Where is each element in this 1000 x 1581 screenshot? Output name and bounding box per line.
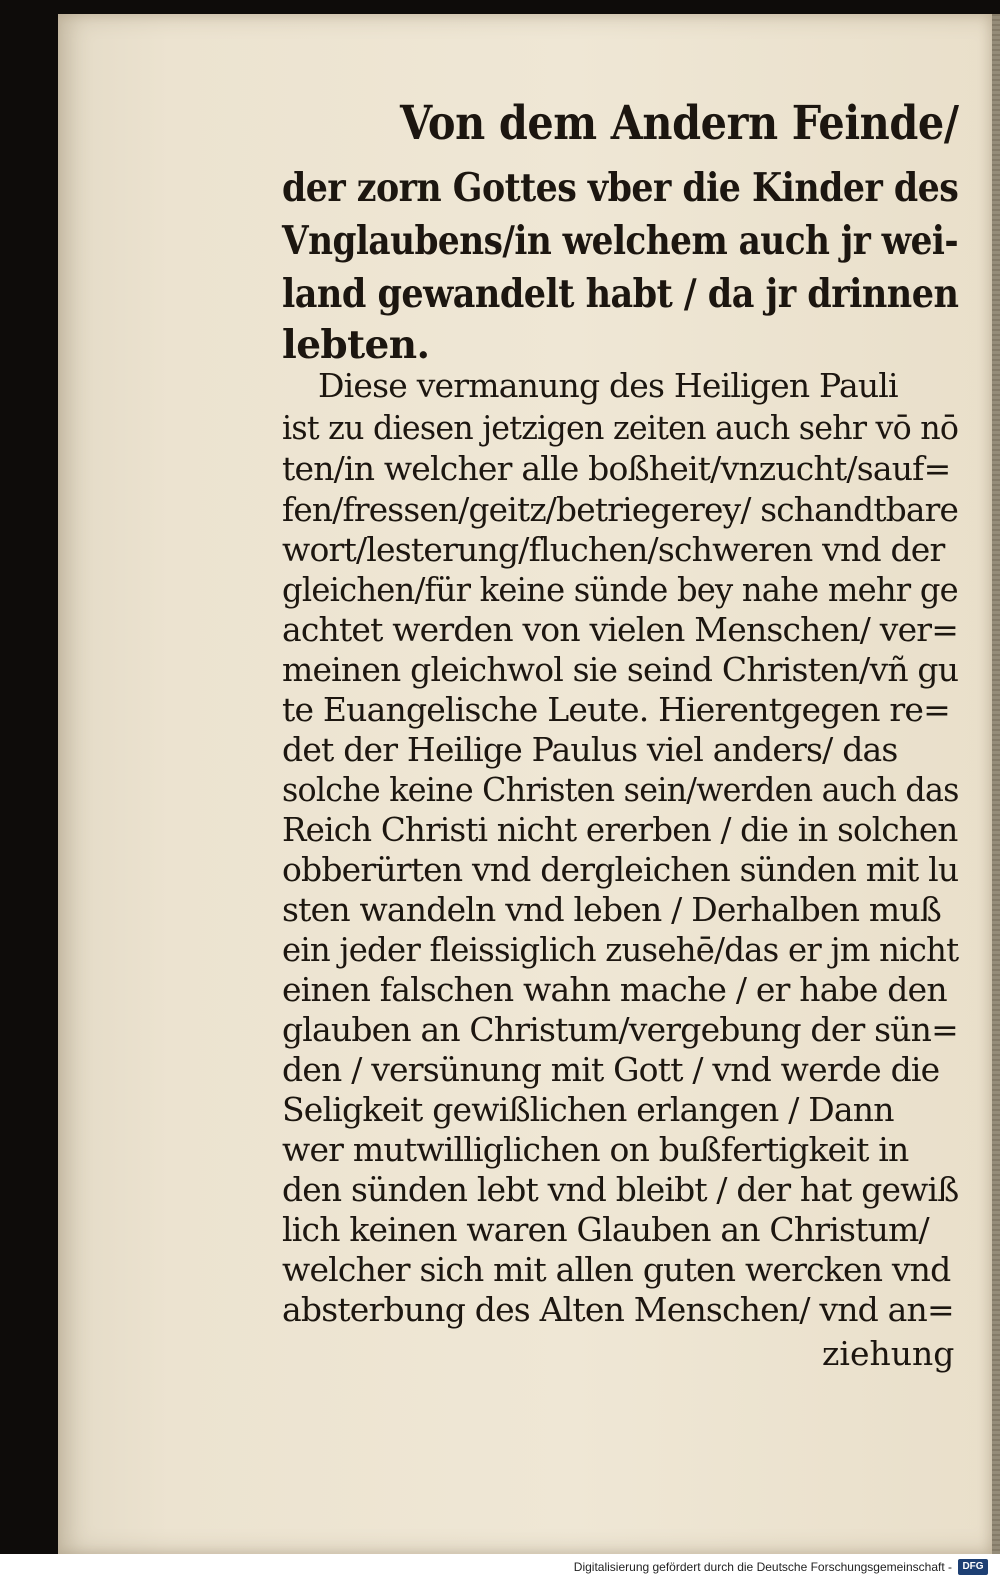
text-line: achtet werden von vielen Menschen/ ver= — [282, 610, 959, 649]
text-line: sten wandeln vnd leben / Derhalben muß — [282, 890, 942, 929]
text-line: ten/in welcher alle boßheit/vnzucht/sauf= — [282, 449, 951, 488]
text-line: te Euangelische Leute. Hierentgegen re= — [282, 690, 950, 729]
text-line: obberürten vnd dergleichen sünden mit lu — [282, 850, 959, 889]
text-line: Seligkeit gewißlichen erlangen / Dann — [282, 1090, 894, 1129]
page-heading: Von dem Andern Feinde/ — [400, 96, 959, 151]
text-line: den / versünung mit Gott / vnd werde die — [282, 1050, 940, 1089]
text-line: ein jeder fleissiglich zusehē/das er jm nicht — [282, 930, 959, 969]
text-line: einen falschen wahn mache / er habe den — [282, 970, 947, 1009]
text-line: Reich Christi nicht ererben / die in solchen — [282, 810, 958, 849]
catchword: ziehung — [822, 1334, 955, 1373]
text-line: det der Heilige Paulus viel anders/ das — [282, 730, 898, 769]
text-line: absterbung des Alten Menschen/ vnd an= — [282, 1290, 954, 1329]
text-line: den sünden lebt vnd bleibt / der hat gewiß — [282, 1170, 959, 1209]
text-line: ist zu diesen jetzigen zeiten auch sehr vō nō — [282, 408, 959, 447]
text-line: land gewandelt habt / da jr drinnen — [282, 271, 959, 317]
dfg-logo: DFG — [958, 1559, 988, 1575]
text-line: lich keinen waren Glauben an Christum/ — [282, 1210, 929, 1249]
text-line: meinen gleichwol sie seind Christen/vñ gu — [282, 650, 959, 689]
text-line: Vnglaubens/in welchem auch jr wei- — [282, 218, 959, 264]
text-line: fen/fressen/geitz/betriegerey/ schandtbare — [282, 490, 959, 529]
footer-bar — [0, 1554, 1000, 1581]
text-line: welcher sich mit allen guten wercken vnd — [282, 1250, 951, 1289]
text-line: wer mutwilliglichen on bußfertigkeit in — [282, 1130, 909, 1169]
footer-credit: Digitalisierung gefördert durch die Deutsche Forschungsgemeinschaft - — [573, 1560, 952, 1574]
text-line: solche keine Christen sein/werden auch das — [282, 770, 959, 809]
text-line: der zorn Gottes vber die Kinder des — [282, 165, 959, 211]
text-line: lebten. — [282, 322, 430, 368]
page-edge — [992, 14, 1000, 1554]
text-line: Diese vermanung des Heiligen Pauli — [318, 366, 898, 405]
text-line: glauben an Christum/vergebung der sün= — [282, 1010, 958, 1049]
text-line: gleichen/für keine sünde bey nahe mehr ge — [282, 570, 958, 609]
text-line: wort/lesterung/fluchen/schweren vnd der — [282, 530, 945, 569]
